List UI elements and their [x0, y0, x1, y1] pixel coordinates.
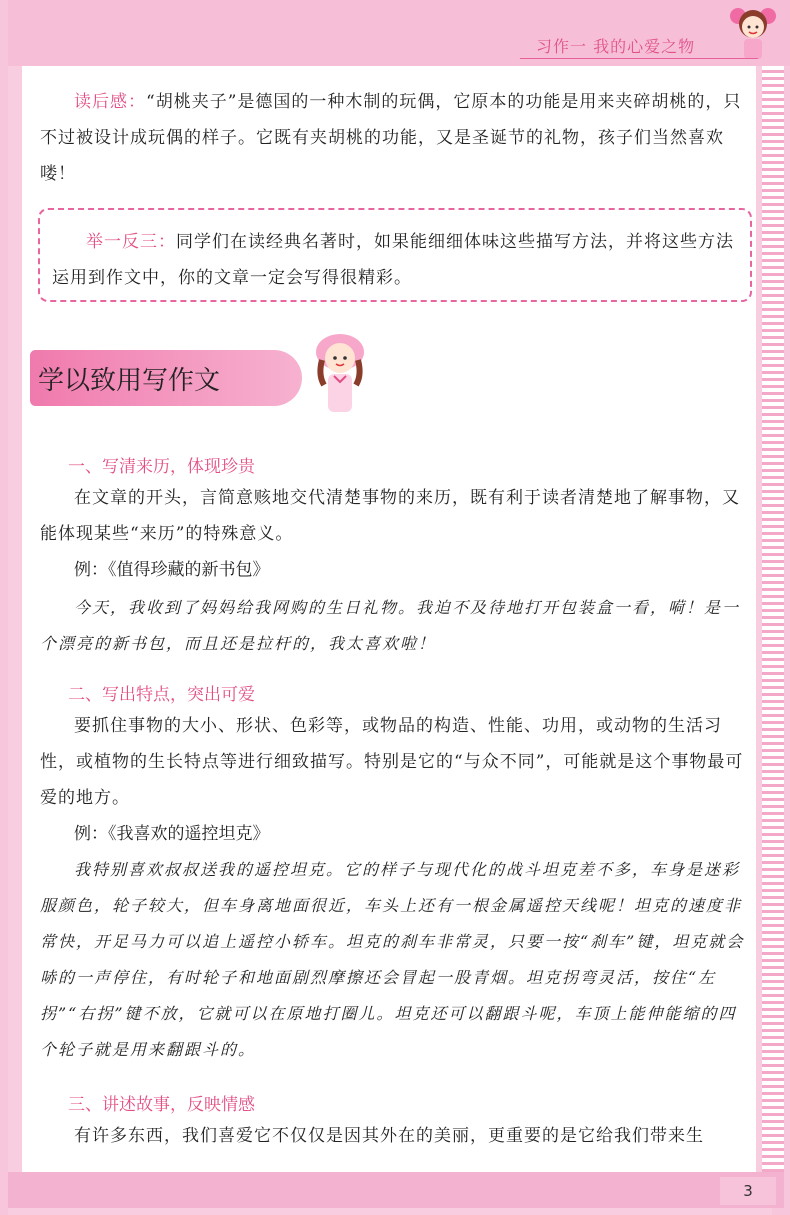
banner-title: 学以致用写作文	[38, 366, 221, 396]
example-title: 例：《值得珍藏的新书包》	[74, 560, 270, 580]
section-heading: 三、讲述故事，反映情感	[68, 1095, 255, 1115]
example-story: 今天，我收到了妈妈给我网购的生日礼物。我迫不及待地打开包装盒一看，嗬！是一个漂亮的新书包，而且还是拉杆的，我太喜欢啦！	[40, 598, 741, 653]
header-underline	[520, 58, 758, 59]
section-heading: 一、写清来历，体现珍贵	[68, 457, 255, 477]
tip-paragraph	[52, 224, 742, 296]
section-heading: 二、写出特点，突出可爱	[68, 685, 255, 705]
section-body: 在文章的开头，言简意赅地交代清楚事物的来历，既有利于读者清楚地了解事物，又能体现某些“来历”的特殊意义。	[40, 488, 740, 544]
example-title: 例：《我喜欢的遥控坦克》	[74, 824, 270, 844]
tip-label: 举一反三：	[86, 232, 176, 252]
example-story: 我特别喜欢叔叔送我的遥控坦克。它的样子与现代化的战斗坦克差不多，车身是迷彩服颜色，轮子较大，但车身离地面很近，车头上还有一根金属遥控天线呢！坦克的速度非常快，开足马力可以追上遥控小轿车。坦克的刹车非常灵，只要一按“刹车”键，坦克就会哧的一声停住，有时轮子和地面剧烈摩擦还会冒起一股青烟。坦克拐弯灵活，按住“左拐”“右拐”键不放，它就可以在原地打圈儿。坦克还可以翻跟斗呢，车顶上能伸能缩的四个轮子就是用来翻跟斗的。	[40, 860, 745, 1059]
girl-mascot-icon	[310, 330, 370, 418]
review-text: “胡桃夹子”是德国的一种木制的玩偶，它原本的功能是用来夹碎胡桃的，只不过被设计成玩偶的样子。它既有夹胡桃的功能，又是圣诞节的礼物，孩子们当然喜欢喽！	[40, 92, 742, 184]
footer-band	[8, 1172, 784, 1208]
review-paragraph	[40, 84, 752, 192]
page-number: 3	[720, 1177, 776, 1205]
review-label: 读后感：	[74, 92, 146, 112]
section-body: 有许多东西，我们喜爱它不仅仅是因其外在的美丽，更重要的是它给我们带来生	[74, 1126, 704, 1146]
section-body: 要抓住事物的大小、形状、色彩等，或物品的构造、性能、功用，或动物的生活习性，或植物的生长特点等进行细致描写。特别是它的“与众不同”，可能就是这个事物最可爱的地方。	[40, 716, 744, 808]
header-title: 习作一 我的心爱之物	[536, 37, 696, 56]
side-stripe-border	[762, 66, 784, 1172]
tip-text: 同学们在读经典名著时，如果能细细体味这些描写方法，并将这些方法运用到作文中，你的文章一定会写得很精彩。	[52, 232, 734, 288]
